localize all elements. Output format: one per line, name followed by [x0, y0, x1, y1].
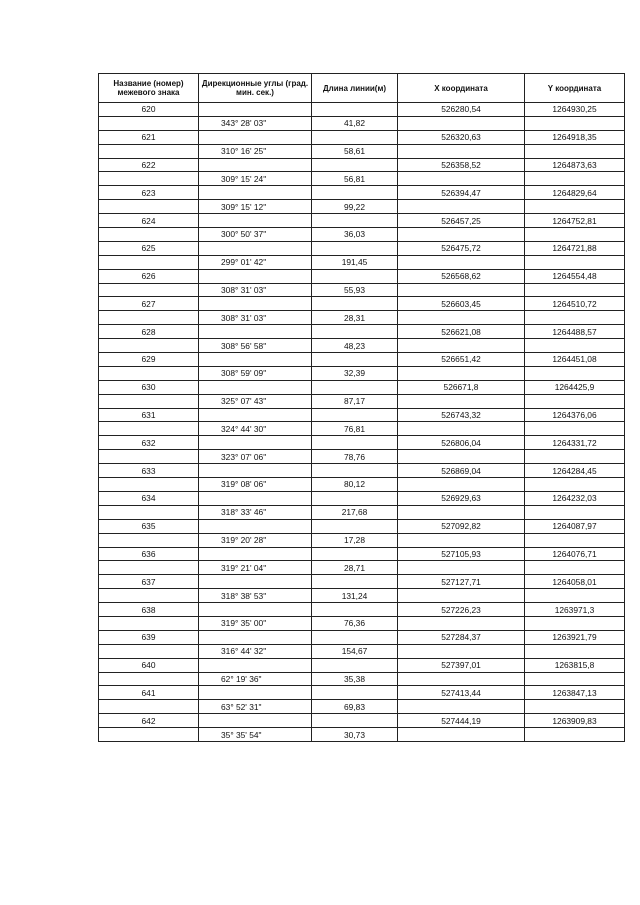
- empty-name-cell: [99, 478, 199, 492]
- empty-angle-cell: [199, 269, 312, 283]
- segment-length: 28,71: [312, 561, 398, 575]
- segment-angle: 62° 19' 36": [199, 672, 312, 686]
- point-name: 637: [99, 575, 199, 589]
- point-y: 1264721,88: [525, 241, 625, 255]
- segment-length: 131,24: [312, 589, 398, 603]
- segment-length: 217,68: [312, 505, 398, 519]
- empty-x-cell: [398, 478, 525, 492]
- segment-angle: 323° 07' 06": [199, 450, 312, 464]
- point-row: [99, 186, 625, 200]
- empty-y-cell: [525, 200, 625, 214]
- point-name: 621: [99, 130, 199, 144]
- segment-row: [99, 422, 625, 436]
- point-x: 527127,71: [398, 575, 525, 589]
- segment-angle: 308° 31' 03": [199, 283, 312, 297]
- empty-y-cell: [525, 616, 625, 630]
- point-name: 632: [99, 436, 199, 450]
- empty-x-cell: [398, 366, 525, 380]
- empty-y-cell: [525, 478, 625, 492]
- empty-y-cell: [525, 172, 625, 186]
- segment-row: [99, 144, 625, 158]
- empty-angle-cell: [199, 436, 312, 450]
- empty-x-cell: [398, 311, 525, 325]
- point-y: 1264554,48: [525, 269, 625, 283]
- segment-angle: 319° 08' 06": [199, 478, 312, 492]
- empty-y-cell: [525, 505, 625, 519]
- segment-row: [99, 728, 625, 742]
- empty-length-cell: [312, 436, 398, 450]
- point-y: 1264232,03: [525, 491, 625, 505]
- segment-length: 80,12: [312, 478, 398, 492]
- point-name: 620: [99, 103, 199, 117]
- table-body: [99, 103, 625, 742]
- empty-y-cell: [525, 700, 625, 714]
- empty-name-cell: [99, 228, 199, 242]
- segment-angle: 299° 01' 42": [199, 255, 312, 269]
- point-y: 1264425,9: [525, 380, 625, 394]
- point-y: 1263909,83: [525, 714, 625, 728]
- header-x: X координата: [398, 74, 525, 103]
- point-x: 526603,45: [398, 297, 525, 311]
- point-name: 642: [99, 714, 199, 728]
- empty-y-cell: [525, 144, 625, 158]
- point-name: 636: [99, 547, 199, 561]
- segment-length: 41,82: [312, 116, 398, 130]
- point-name: 634: [99, 491, 199, 505]
- empty-name-cell: [99, 283, 199, 297]
- segment-row: [99, 672, 625, 686]
- point-y: 1263971,3: [525, 603, 625, 617]
- segment-angle: 318° 33' 46": [199, 505, 312, 519]
- empty-length-cell: [312, 380, 398, 394]
- segment-row: [99, 200, 625, 214]
- empty-y-cell: [525, 339, 625, 353]
- segment-row: [99, 533, 625, 547]
- point-row: [99, 353, 625, 367]
- segment-angle: 309° 15' 12": [199, 200, 312, 214]
- empty-y-cell: [525, 311, 625, 325]
- segment-length: 76,36: [312, 616, 398, 630]
- empty-name-cell: [99, 505, 199, 519]
- empty-y-cell: [525, 394, 625, 408]
- empty-name-cell: [99, 172, 199, 186]
- segment-row: [99, 505, 625, 519]
- empty-length-cell: [312, 130, 398, 144]
- point-x: 527105,93: [398, 547, 525, 561]
- point-x: 527092,82: [398, 519, 525, 533]
- point-x: 527397,01: [398, 658, 525, 672]
- empty-angle-cell: [199, 714, 312, 728]
- empty-name-cell: [99, 561, 199, 575]
- empty-angle-cell: [199, 241, 312, 255]
- segment-angle: 325° 07' 43": [199, 394, 312, 408]
- segment-row: [99, 366, 625, 380]
- empty-x-cell: [398, 533, 525, 547]
- segment-length: 87,17: [312, 394, 398, 408]
- point-name: 631: [99, 408, 199, 422]
- segment-length: 154,67: [312, 644, 398, 658]
- empty-x-cell: [398, 144, 525, 158]
- empty-y-cell: [525, 589, 625, 603]
- point-y: 1263921,79: [525, 630, 625, 644]
- empty-x-cell: [398, 616, 525, 630]
- segment-length: 99,22: [312, 200, 398, 214]
- segment-length: 48,23: [312, 339, 398, 353]
- point-row: [99, 269, 625, 283]
- segment-angle: 35° 35' 54": [199, 728, 312, 742]
- empty-name-cell: [99, 116, 199, 130]
- empty-x-cell: [398, 172, 525, 186]
- empty-length-cell: [312, 408, 398, 422]
- empty-angle-cell: [199, 603, 312, 617]
- empty-name-cell: [99, 728, 199, 742]
- empty-x-cell: [398, 228, 525, 242]
- point-y: 1264918,35: [525, 130, 625, 144]
- point-y: 1264930,25: [525, 103, 625, 117]
- point-x: 527444,19: [398, 714, 525, 728]
- point-row: [99, 241, 625, 255]
- segment-row: [99, 228, 625, 242]
- point-x: 526806,04: [398, 436, 525, 450]
- empty-angle-cell: [199, 325, 312, 339]
- point-x: 526475,72: [398, 241, 525, 255]
- point-y: 1264752,81: [525, 214, 625, 228]
- header-y: Y координата: [525, 74, 625, 103]
- segment-row: [99, 255, 625, 269]
- segment-angle: 319° 20' 28": [199, 533, 312, 547]
- empty-angle-cell: [199, 630, 312, 644]
- empty-y-cell: [525, 672, 625, 686]
- segment-row: [99, 478, 625, 492]
- empty-name-cell: [99, 422, 199, 436]
- empty-angle-cell: [199, 547, 312, 561]
- empty-length-cell: [312, 686, 398, 700]
- point-row: [99, 214, 625, 228]
- segment-length: 76,81: [312, 422, 398, 436]
- empty-name-cell: [99, 366, 199, 380]
- empty-name-cell: [99, 700, 199, 714]
- empty-length-cell: [312, 241, 398, 255]
- point-name: 630: [99, 380, 199, 394]
- point-row: [99, 491, 625, 505]
- point-row: [99, 158, 625, 172]
- empty-length-cell: [312, 214, 398, 228]
- segment-row: [99, 589, 625, 603]
- segment-length: 69,83: [312, 700, 398, 714]
- empty-length-cell: [312, 186, 398, 200]
- point-name: 623: [99, 186, 199, 200]
- empty-angle-cell: [199, 130, 312, 144]
- table-header-row: [99, 74, 625, 103]
- segment-row: [99, 172, 625, 186]
- empty-name-cell: [99, 533, 199, 547]
- empty-length-cell: [312, 103, 398, 117]
- segment-row: [99, 644, 625, 658]
- empty-length-cell: [312, 603, 398, 617]
- point-name: 640: [99, 658, 199, 672]
- empty-name-cell: [99, 200, 199, 214]
- empty-x-cell: [398, 644, 525, 658]
- point-row: [99, 408, 625, 422]
- point-y: 1264331,72: [525, 436, 625, 450]
- empty-angle-cell: [199, 186, 312, 200]
- empty-name-cell: [99, 589, 199, 603]
- point-name: 627: [99, 297, 199, 311]
- empty-angle-cell: [199, 575, 312, 589]
- empty-angle-cell: [199, 491, 312, 505]
- empty-x-cell: [398, 200, 525, 214]
- point-name: 622: [99, 158, 199, 172]
- segment-angle: 324° 44' 30": [199, 422, 312, 436]
- point-x: 526568,62: [398, 269, 525, 283]
- empty-length-cell: [312, 464, 398, 478]
- point-row: [99, 103, 625, 117]
- empty-name-cell: [99, 311, 199, 325]
- empty-length-cell: [312, 714, 398, 728]
- point-name: 624: [99, 214, 199, 228]
- segment-row: [99, 116, 625, 130]
- segment-length: 36,03: [312, 228, 398, 242]
- empty-angle-cell: [199, 658, 312, 672]
- empty-name-cell: [99, 255, 199, 269]
- point-name: 638: [99, 603, 199, 617]
- empty-x-cell: [398, 394, 525, 408]
- empty-angle-cell: [199, 103, 312, 117]
- segment-angle: 319° 35' 00": [199, 616, 312, 630]
- segment-angle: 319° 21' 04": [199, 561, 312, 575]
- point-x: 526280,54: [398, 103, 525, 117]
- empty-length-cell: [312, 297, 398, 311]
- point-x: 527284,37: [398, 630, 525, 644]
- empty-y-cell: [525, 366, 625, 380]
- empty-angle-cell: [199, 464, 312, 478]
- segment-angle: 310° 16' 25": [199, 144, 312, 158]
- empty-x-cell: [398, 561, 525, 575]
- point-y: 1264510,72: [525, 297, 625, 311]
- empty-name-cell: [99, 144, 199, 158]
- empty-name-cell: [99, 450, 199, 464]
- point-x: 526869,04: [398, 464, 525, 478]
- point-row: [99, 575, 625, 589]
- empty-angle-cell: [199, 297, 312, 311]
- segment-row: [99, 394, 625, 408]
- point-y: 1263815,8: [525, 658, 625, 672]
- header-angle: Дирекционные углы (град. мин. сек.): [199, 74, 312, 103]
- header-name: Название (номер) межевого знака: [99, 74, 199, 103]
- point-x: 526929,63: [398, 491, 525, 505]
- boundary-coordinates-table: [98, 73, 625, 742]
- segment-angle: 318° 38' 53": [199, 589, 312, 603]
- point-y: 1264488,57: [525, 325, 625, 339]
- empty-x-cell: [398, 255, 525, 269]
- point-y: 1264873,63: [525, 158, 625, 172]
- point-row: [99, 630, 625, 644]
- point-x: 527413,44: [398, 686, 525, 700]
- empty-x-cell: [398, 116, 525, 130]
- point-x: 526743,32: [398, 408, 525, 422]
- point-row: [99, 519, 625, 533]
- segment-length: 58,61: [312, 144, 398, 158]
- segment-row: [99, 561, 625, 575]
- empty-length-cell: [312, 269, 398, 283]
- segment-length: 55,93: [312, 283, 398, 297]
- empty-length-cell: [312, 158, 398, 172]
- empty-angle-cell: [199, 380, 312, 394]
- segment-length: 78,76: [312, 450, 398, 464]
- empty-angle-cell: [199, 686, 312, 700]
- empty-angle-cell: [199, 214, 312, 228]
- point-x: 526621,08: [398, 325, 525, 339]
- empty-length-cell: [312, 575, 398, 589]
- point-row: [99, 436, 625, 450]
- segment-angle: 309° 15' 24": [199, 172, 312, 186]
- segment-length: 35,38: [312, 672, 398, 686]
- segment-length: 17,28: [312, 533, 398, 547]
- empty-angle-cell: [199, 519, 312, 533]
- point-row: [99, 325, 625, 339]
- empty-y-cell: [525, 450, 625, 464]
- empty-x-cell: [398, 422, 525, 436]
- empty-x-cell: [398, 589, 525, 603]
- segment-row: [99, 339, 625, 353]
- empty-y-cell: [525, 561, 625, 575]
- point-row: [99, 547, 625, 561]
- empty-length-cell: [312, 630, 398, 644]
- segment-angle: 308° 56' 58": [199, 339, 312, 353]
- empty-x-cell: [398, 728, 525, 742]
- point-y: 1264376,06: [525, 408, 625, 422]
- segment-row: [99, 450, 625, 464]
- point-y: 1264284,45: [525, 464, 625, 478]
- empty-name-cell: [99, 339, 199, 353]
- empty-x-cell: [398, 672, 525, 686]
- empty-angle-cell: [199, 408, 312, 422]
- point-x: 526394,47: [398, 186, 525, 200]
- point-name: 625: [99, 241, 199, 255]
- empty-x-cell: [398, 700, 525, 714]
- point-name: 635: [99, 519, 199, 533]
- empty-y-cell: [525, 533, 625, 547]
- point-y: 1264058,01: [525, 575, 625, 589]
- segment-row: [99, 616, 625, 630]
- point-row: [99, 658, 625, 672]
- segment-length: 56,81: [312, 172, 398, 186]
- point-name: 641: [99, 686, 199, 700]
- header-length: Длина линии(м): [312, 74, 398, 103]
- empty-y-cell: [525, 228, 625, 242]
- empty-length-cell: [312, 519, 398, 533]
- empty-x-cell: [398, 339, 525, 353]
- empty-y-cell: [525, 644, 625, 658]
- empty-length-cell: [312, 353, 398, 367]
- segment-length: 28,31: [312, 311, 398, 325]
- point-x: 526320,63: [398, 130, 525, 144]
- empty-name-cell: [99, 616, 199, 630]
- empty-y-cell: [525, 422, 625, 436]
- empty-name-cell: [99, 394, 199, 408]
- point-y: 1264451,08: [525, 353, 625, 367]
- empty-angle-cell: [199, 353, 312, 367]
- point-row: [99, 714, 625, 728]
- point-x: 527226,23: [398, 603, 525, 617]
- empty-x-cell: [398, 505, 525, 519]
- point-row: [99, 464, 625, 478]
- point-y: 1264829,64: [525, 186, 625, 200]
- segment-angle: 308° 31' 03": [199, 311, 312, 325]
- empty-x-cell: [398, 450, 525, 464]
- empty-length-cell: [312, 658, 398, 672]
- segment-length: 32,39: [312, 366, 398, 380]
- segment-row: [99, 283, 625, 297]
- segment-row: [99, 311, 625, 325]
- empty-length-cell: [312, 325, 398, 339]
- point-x: 526358,52: [398, 158, 525, 172]
- point-row: [99, 380, 625, 394]
- segment-angle: 316° 44' 32": [199, 644, 312, 658]
- segment-row: [99, 700, 625, 714]
- empty-name-cell: [99, 644, 199, 658]
- empty-y-cell: [525, 116, 625, 130]
- point-name: 628: [99, 325, 199, 339]
- point-name: 629: [99, 353, 199, 367]
- empty-name-cell: [99, 672, 199, 686]
- point-x: 526651,42: [398, 353, 525, 367]
- point-x: 526671,8: [398, 380, 525, 394]
- empty-x-cell: [398, 283, 525, 297]
- point-row: [99, 603, 625, 617]
- point-y: 1263847,13: [525, 686, 625, 700]
- segment-angle: 300° 50' 37": [199, 228, 312, 242]
- point-name: 626: [99, 269, 199, 283]
- empty-length-cell: [312, 547, 398, 561]
- point-name: 639: [99, 630, 199, 644]
- empty-y-cell: [525, 255, 625, 269]
- point-x: 526457,25: [398, 214, 525, 228]
- empty-length-cell: [312, 491, 398, 505]
- empty-angle-cell: [199, 158, 312, 172]
- point-name: 633: [99, 464, 199, 478]
- point-row: [99, 130, 625, 144]
- segment-angle: 63° 52' 31": [199, 700, 312, 714]
- empty-y-cell: [525, 728, 625, 742]
- empty-y-cell: [525, 283, 625, 297]
- point-y: 1264076,71: [525, 547, 625, 561]
- segment-length: 30,73: [312, 728, 398, 742]
- point-y: 1264087,97: [525, 519, 625, 533]
- segment-angle: 308° 59' 09": [199, 366, 312, 380]
- point-row: [99, 686, 625, 700]
- segment-angle: 343° 28' 03": [199, 116, 312, 130]
- point-row: [99, 297, 625, 311]
- segment-length: 191,45: [312, 255, 398, 269]
